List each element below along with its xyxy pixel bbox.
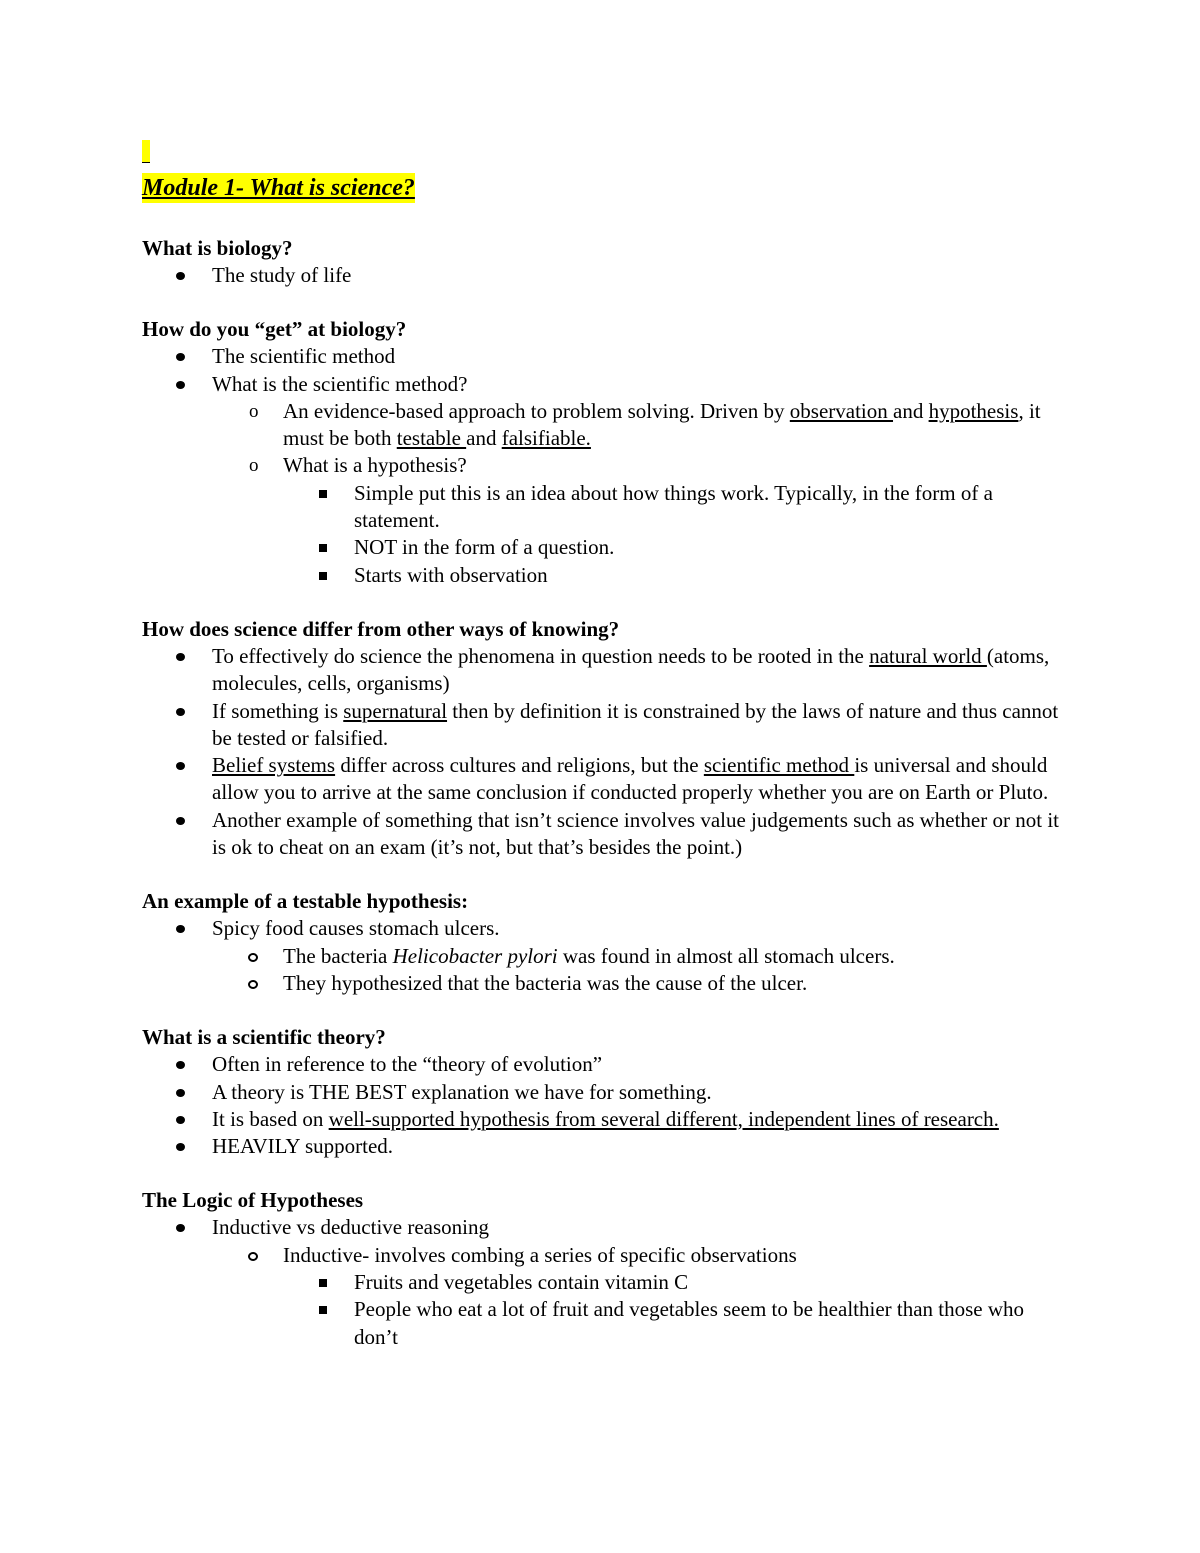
bullet-circle-icon: o [249,400,259,422]
list-item: Fruits and vegetables contain vitamin C [142,1269,1072,1296]
list-item: The study of life [142,262,1072,289]
bullet-dot-icon [176,272,185,280]
bullet-circle-icon: o [249,455,259,477]
section-heading: What is biology? [142,236,293,260]
list-item: To effectively do science the phenomena in question needs to be rooted in the natural world (atoms, molecules, cells, organisms) [142,643,1072,698]
list-item: They hypothesized that the bacteria was the cause of the ulcer. [142,970,1072,997]
bullet-list [142,915,1072,997]
bullet-dot-icon [176,817,185,825]
list-item: Belief systems differ across cultures and religions, but the scientific method is universal and should allow you to arrive at the same conclusion if conducted properly whether you are on Earth or Pluto. [142,752,1072,807]
list-item: What is the scientific method? [142,371,1072,398]
bullet-square-icon [319,544,327,552]
list-item: The scientific method [142,343,1072,370]
bullet-square-icon [319,1279,327,1287]
section-testable-hypothesis [142,888,1072,997]
document-page [142,140,1072,1351]
bullet-dot-icon [176,1116,185,1124]
list-item: Inductive vs deductive reasoning [142,1214,1072,1241]
section-heading: How do you “get” at biology? [142,317,407,342]
bullet-circle-icon [248,980,258,989]
section-heading: An example of a testable hypothesis: [142,889,469,914]
section-heading: The Logic of Hypotheses [142,1188,364,1213]
bullet-square-icon [319,572,327,580]
section-what-is-biology [142,235,1072,289]
list-item: o What is a hypothesis? [249,453,467,478]
bullet-square-icon [319,490,327,498]
bullet-dot-icon [176,1061,185,1069]
list-item: The bacteria Helicobacter pylori was found in almost all stomach ulcers. [142,943,1072,970]
bullet-list [142,262,1072,289]
module-title: Module 1- What is science? [142,175,415,201]
section-logic-of-hypotheses [142,1187,1072,1350]
bullet-dot-icon [176,925,185,933]
section-get-at-biology [142,316,1072,589]
list-item: HEAVILY supported. [142,1133,1072,1160]
bullet-dot-icon [176,653,185,661]
bullet-dot-icon [176,1224,185,1232]
bullet-dot-icon [176,381,185,389]
list-item: It is based on well-supported hypothesis from several different, independent lines of research. [142,1106,1072,1133]
list-item: Simple put this is an idea about how things work. Typically, in the form of a statement. [142,480,1072,535]
bullet-dot-icon [176,1089,185,1097]
highlight-mark [142,140,1072,169]
bullet-circle-icon [248,1252,258,1261]
bullet-list [142,1051,1072,1160]
bullet-dot-icon [176,353,185,361]
bullet-dot-icon [176,1143,185,1151]
list-item: A theory is THE BEST explanation we have for something. [142,1079,1072,1106]
bullet-square-icon [319,1306,327,1314]
section-science-differ [142,616,1072,861]
list-item: Another example of something that isn’t science involves value judgements such as whether or not it is ok to cheat on an exam (it’s not, but that’s besides the point.) [142,807,1072,862]
bullet-list [142,643,1072,861]
bullet-dot-icon [176,762,185,770]
section-heading: What is a scientific theory? [142,1025,386,1050]
section-scientific-theory [142,1024,1072,1160]
bullet-list [142,1214,1072,1350]
list-item: Inductive- involves combing a series of specific observations [142,1242,1072,1269]
list-item: If something is supernatural then by definition it is constrained by the laws of nature and thus cannot be tested or falsified. [142,698,1072,753]
list-item: Often in reference to the “theory of evolution” [142,1051,1072,1078]
list-item: o An evidence-based approach to problem solving. Driven by observation and hypothesis, it must be both testable and falsifiable. [249,398,1041,451]
list-item: Spicy food causes stomach ulcers. [142,915,1072,942]
list-item: People who eat a lot of fruit and vegetables seem to be healthier than those who don’t [142,1296,1072,1351]
bullet-dot-icon [176,708,185,716]
bullet-circle-icon [248,953,258,962]
bullet-list [142,343,1072,589]
section-heading: How does science differ from other ways of knowing? [142,616,620,641]
list-item: NOT in the form of a question. [142,534,1072,561]
list-item: Starts with observation [142,562,1072,589]
